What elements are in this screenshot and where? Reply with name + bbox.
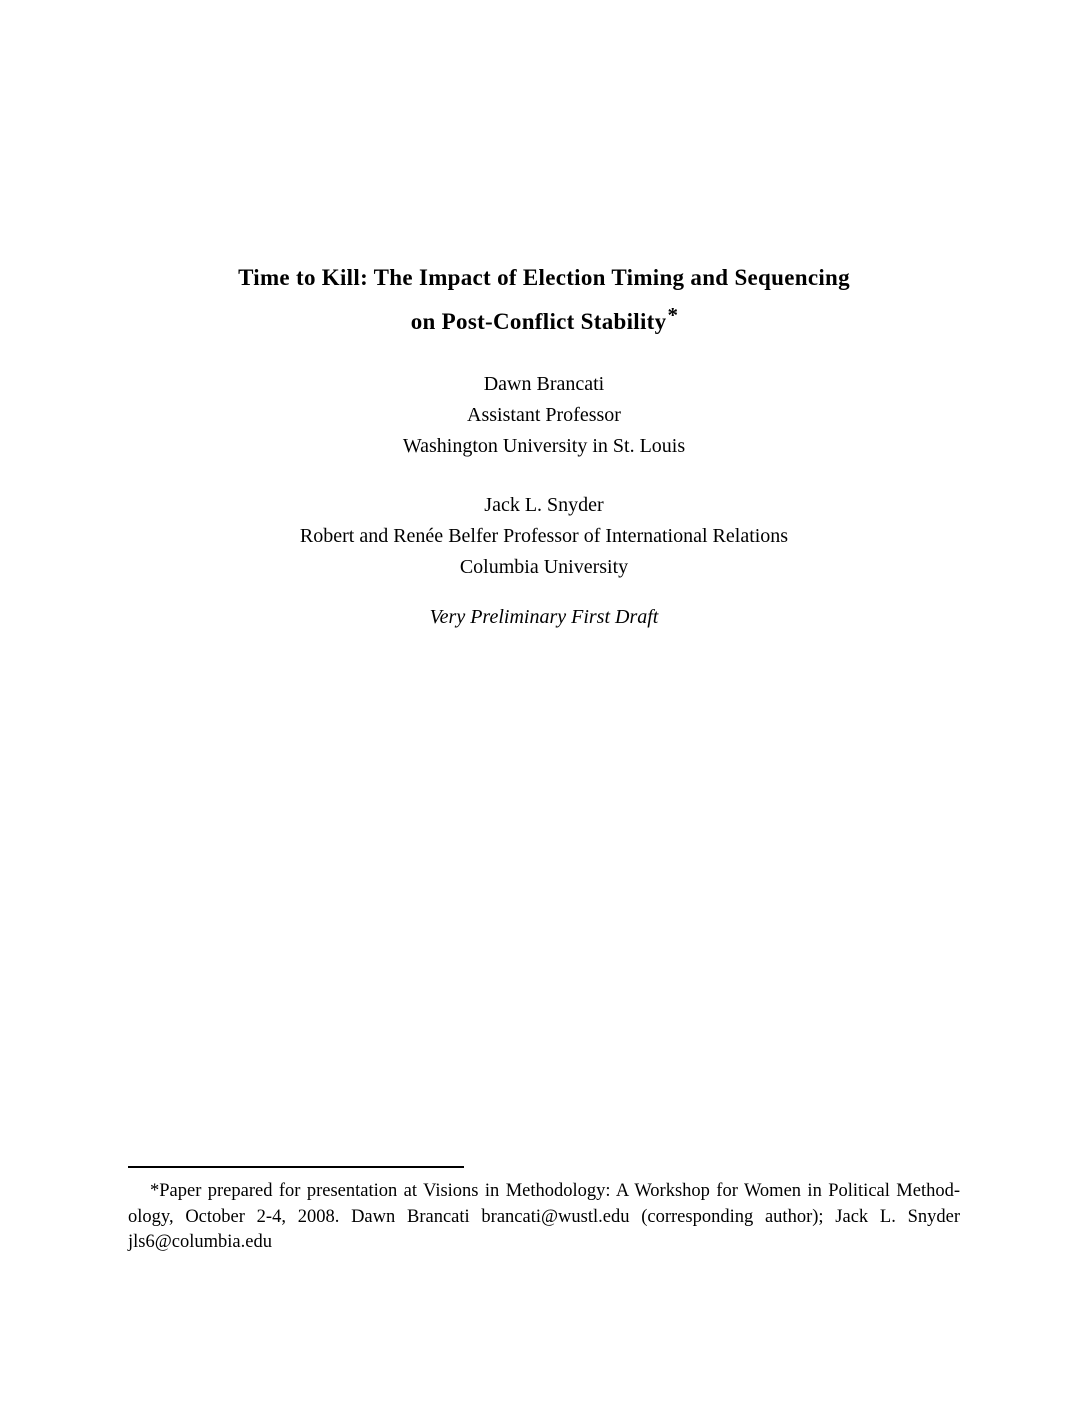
paper-title-line2-text: on Post-Conflict Stability [410,309,667,334]
paper-title [128,256,960,344]
footnote-line: ology, October 2-4, 2008. Dawn Brancati brancati@wustl.edu (corresponding author); Jack L. Snyder [128,1206,960,1227]
author-name: Dawn Brancati [483,373,605,395]
footnote-line: jls6@columbia.edu [128,1232,272,1252]
author-affiliation: Washington University in St. Louis [402,435,686,457]
author-role: Robert and Renée Belfer Professor of International Relations [299,525,789,547]
footnote [128,1166,960,1256]
footnote-separator-rule [128,1166,464,1168]
author-block-snyder [128,490,960,583]
author-role: Assistant Professor [467,404,621,426]
author-affiliation: Columbia University [459,556,629,578]
author-block-brancati [128,369,960,462]
footnote-line: *Paper prepared for presentation at Visions in Methodology: A Workshop for Women in Political Method- [150,1181,960,1201]
paper-title-line1: Time to Kill: The Impact of Election Timing and Sequencing [238,265,850,290]
draft-note: Very Preliminary First Draft [429,606,659,628]
author-name: Jack L. Snyder [484,494,604,516]
title-footnote-marker: * [667,303,679,328]
paper-title-line2 [128,300,960,344]
